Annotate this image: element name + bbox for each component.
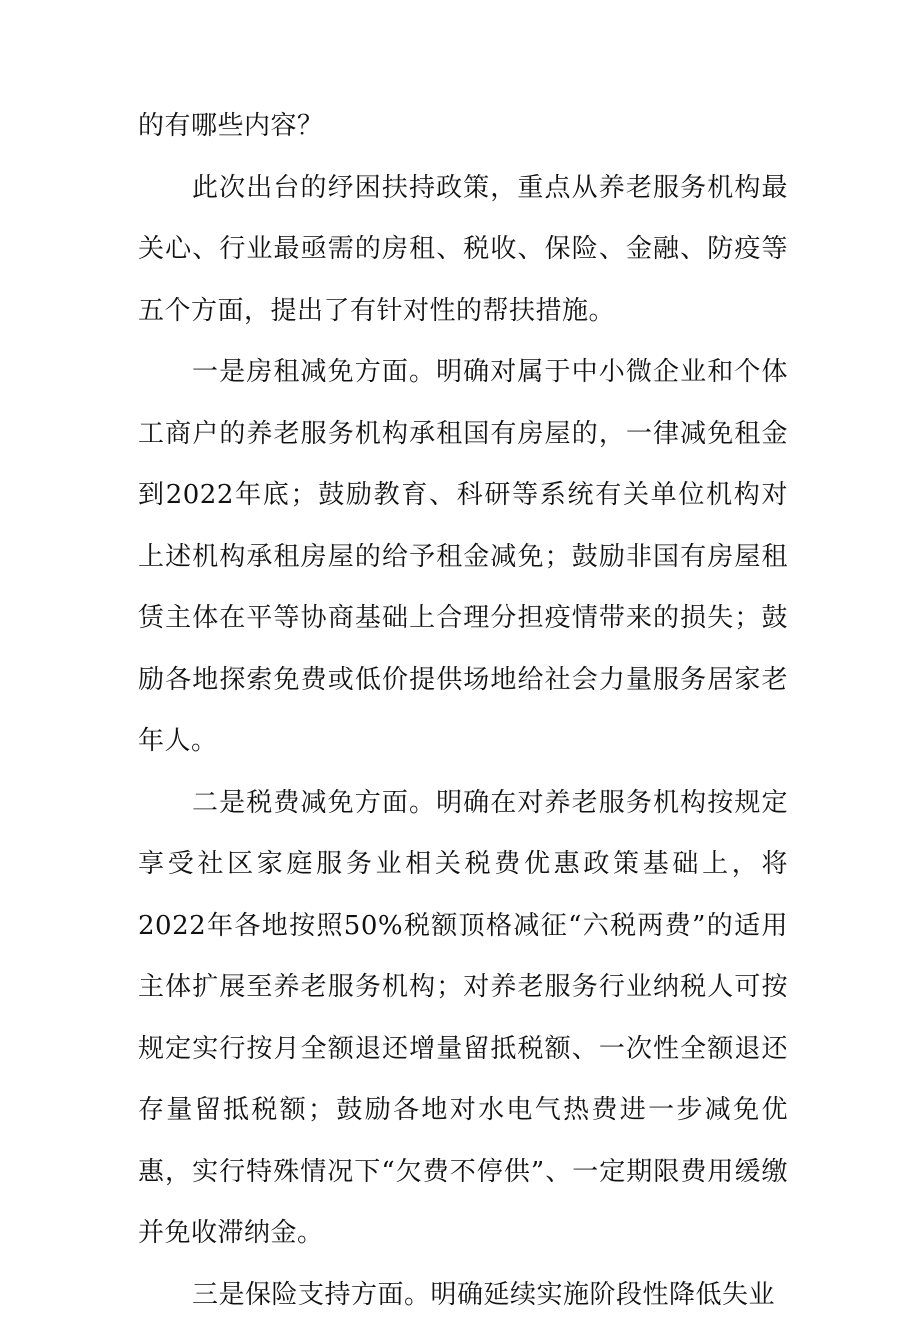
paragraph-insurance-support: 三是保险支持方面。明确延续实施阶段性降低失业 <box>138 1265 788 1326</box>
paragraph-rent-relief: 一是房租减免方面。明确对属于中小微企业和个体工商户的养老服务机构承租国有房屋的，一律减免租金到2022年底；鼓励教育、科研等系统有关单位机构对上述机构承租房屋的给予租金减免；鼓励非国有房屋租赁主体在平等协商基础上合理分担疫情带来的损失；鼓励各地探索免费或低价提供场地给社会力量服务居家老年人。 <box>138 342 788 773</box>
paragraph-intro: 此次出台的纾困扶持政策，重点从养老服务机构最关心、行业最亟需的房租、税收、保险、金融、防疫等五个方面，提出了有针对性的帮扶措施。 <box>138 158 788 343</box>
document-body <box>138 96 788 1326</box>
paragraph-question-tail: 的有哪些内容？ <box>138 96 788 158</box>
paragraph-tax-relief: 二是税费减免方面。明确在对养老服务机构按规定享受社区家庭服务业相关税费优惠政策基础上，将2022年各地按照50%税额顶格减征“六税两费”的适用主体扩展至养老服务机构；对养老服务行业纳税人可按规定实行按月全额退还增量留抵税额、一次性全额退还存量留抵税额；鼓励各地对水电气热费进一步减免优惠，实行特殊情况下“欠费不停供”、一定期限费用缓缴并免收滞纳金。 <box>138 773 788 1265</box>
